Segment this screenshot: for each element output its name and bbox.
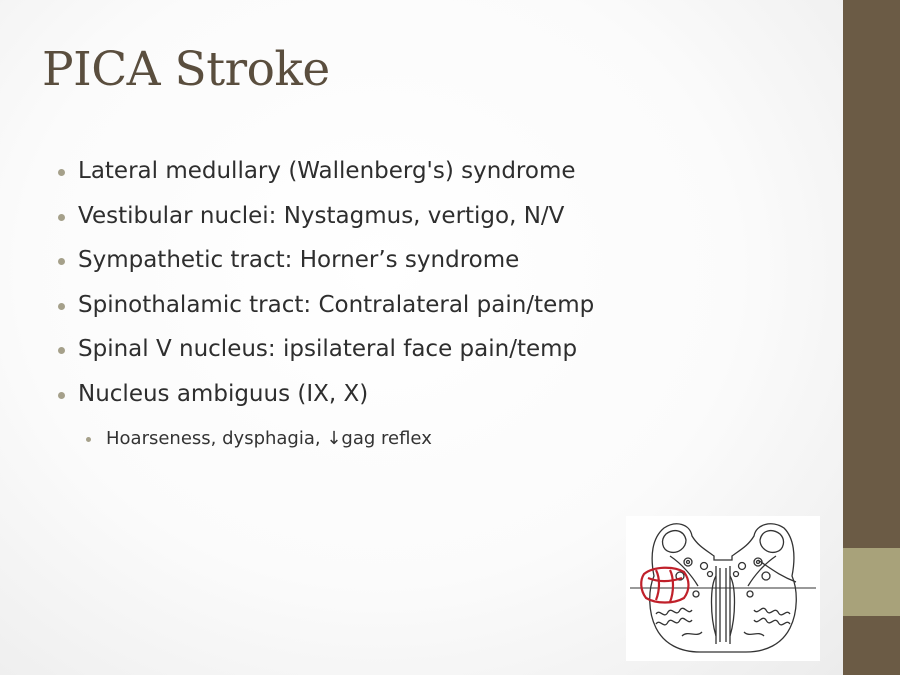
bullet-item <box>58 336 594 381</box>
bullet-item <box>58 381 594 426</box>
bullet-list <box>58 158 594 425</box>
bullet-item <box>58 292 594 337</box>
bullet-item <box>58 158 594 203</box>
bullet-dot-icon <box>58 347 65 354</box>
bullet-dot-icon <box>58 392 65 399</box>
bullet-text: Sympathetic tract: Horner’s syndrome <box>78 247 520 273</box>
bullet-dot-icon <box>58 214 65 221</box>
bullet-text: Lateral medullary (Wallenberg's) syndrome <box>78 158 576 184</box>
sub-bullet-item <box>86 428 432 449</box>
bullet-text: Spinothalamic tract: Contralateral pain/temp <box>78 291 595 318</box>
bullet-item <box>58 247 594 292</box>
bullet-item <box>58 203 594 248</box>
bullet-text: Vestibular nuclei: Nystagmus, vertigo, N/V <box>78 202 565 229</box>
bullet-dot-icon <box>58 169 65 176</box>
bullet-dot-icon <box>58 258 65 265</box>
medulla-cross-section-icon <box>626 516 820 661</box>
slide-title: PICA Stroke <box>42 42 330 97</box>
bullet-text: Spinal V nucleus: ipsilateral face pain/temp <box>78 336 578 362</box>
sub-bullet-text: Hoarseness, dysphagia, ↓gag reflex <box>106 428 432 449</box>
sub-bullet-dot-icon <box>86 437 91 442</box>
theme-side-accent <box>843 548 900 616</box>
bullet-dot-icon <box>58 303 65 310</box>
bullet-text: Nucleus ambiguus (IX, X) <box>78 380 369 407</box>
